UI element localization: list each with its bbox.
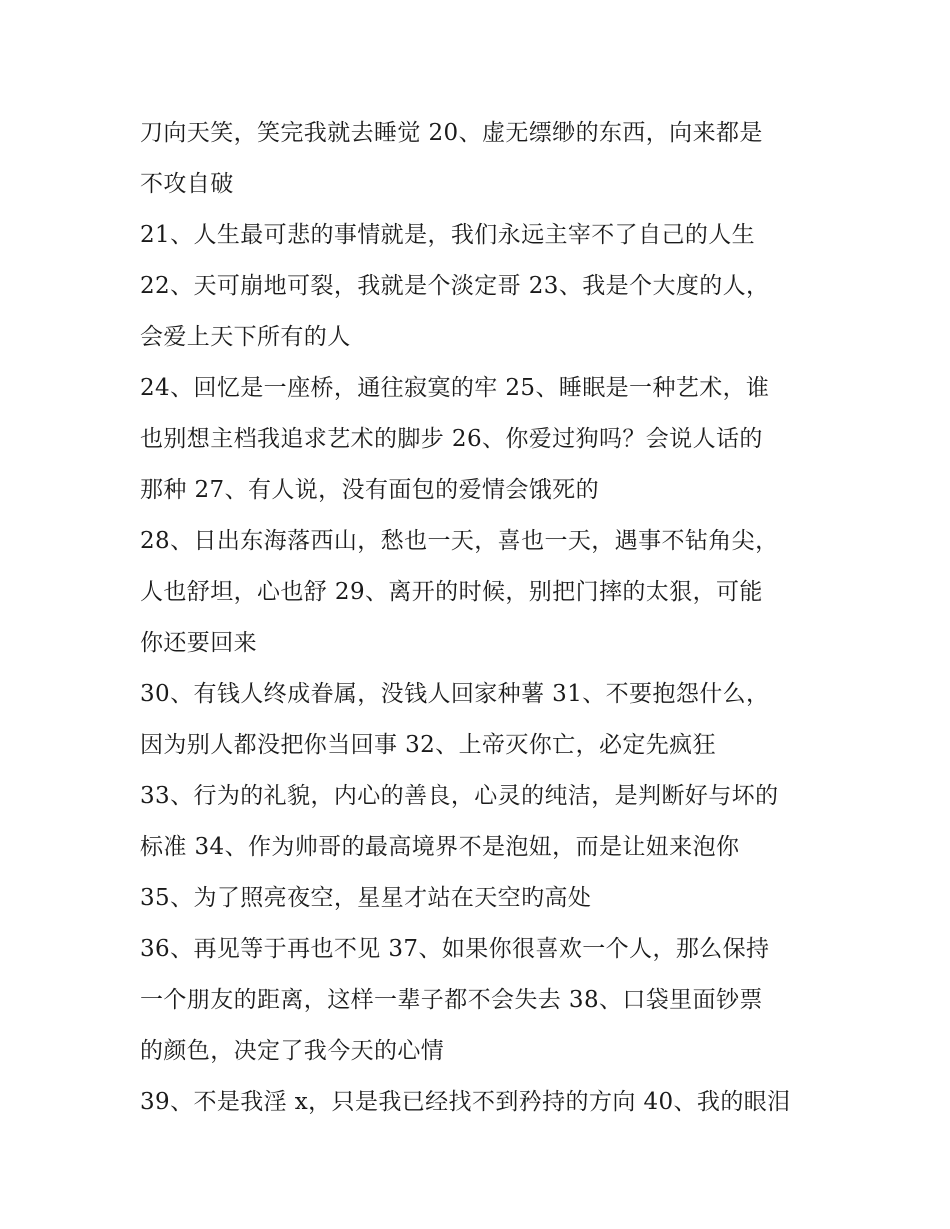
text-line: 标准 34、作为帅哥的最高境界不是泡妞，而是让妞来泡你 xyxy=(140,834,740,860)
text-line: 因为别人都没把你当回事 32、上帝灭你亡，必定先疯狂 xyxy=(140,732,716,758)
text-line: 24、回忆是一座桥，通往寂寞的牢 25、睡眠是一种艺术，谁 xyxy=(140,375,770,401)
text-line: 刀向天笑，笑完我就去睡觉 20、虚无缥缈的东西，向来都是 xyxy=(140,120,763,146)
text-line: 30、有钱人终成眷属，没钱人回家种薯 31、不要抱怨什么， xyxy=(140,681,770,707)
text-line: 28、日出东海落西山，愁也一天，喜也一天，遇事不钻角尖， xyxy=(140,528,779,554)
text-line: 22、天可崩地可裂，我就是个淡定哥 23、我是个大度的人， xyxy=(140,273,770,299)
text-line: 33、行为的礼貌，内心的善良，心灵的纯洁，是判断好与坏的 xyxy=(140,783,779,809)
text-line: 36、再见等于再也不见 37、如果你很喜欢一个人，那么保持 xyxy=(140,936,770,962)
text-line: 39、不是我淫 x，只是我已经找不到矜持的方向 40、我的眼泪 xyxy=(140,1089,791,1115)
text-line: 不攻自破 xyxy=(140,171,234,197)
text-line: 21、人生最可悲的事情就是，我们永远主宰不了自己的人生 xyxy=(140,222,756,248)
text-line: 也别想主档我追求艺术的脚步 26、你爱过狗吗？会说人话的 xyxy=(140,426,763,452)
text-line: 那种 27、有人说，没有面包的爱情会饿死的 xyxy=(140,477,599,503)
text-line: 会爱上天下所有的人 xyxy=(140,324,351,350)
text-line: 人也舒坦，心也舒 29、离开的时候，别把门摔的太狠，可能 xyxy=(140,579,763,605)
text-line: 35、为了照亮夜空，星星才站在天空旳高处 xyxy=(140,885,592,911)
text-line: 一个朋友的距离，这样一辈子都不会失去 38、口袋里面钞票 xyxy=(140,987,763,1013)
body-text xyxy=(140,108,830,1128)
text-line: 的颜色，决定了我今天的心情 xyxy=(140,1038,445,1064)
text-line: 你还要回来 xyxy=(140,630,257,656)
